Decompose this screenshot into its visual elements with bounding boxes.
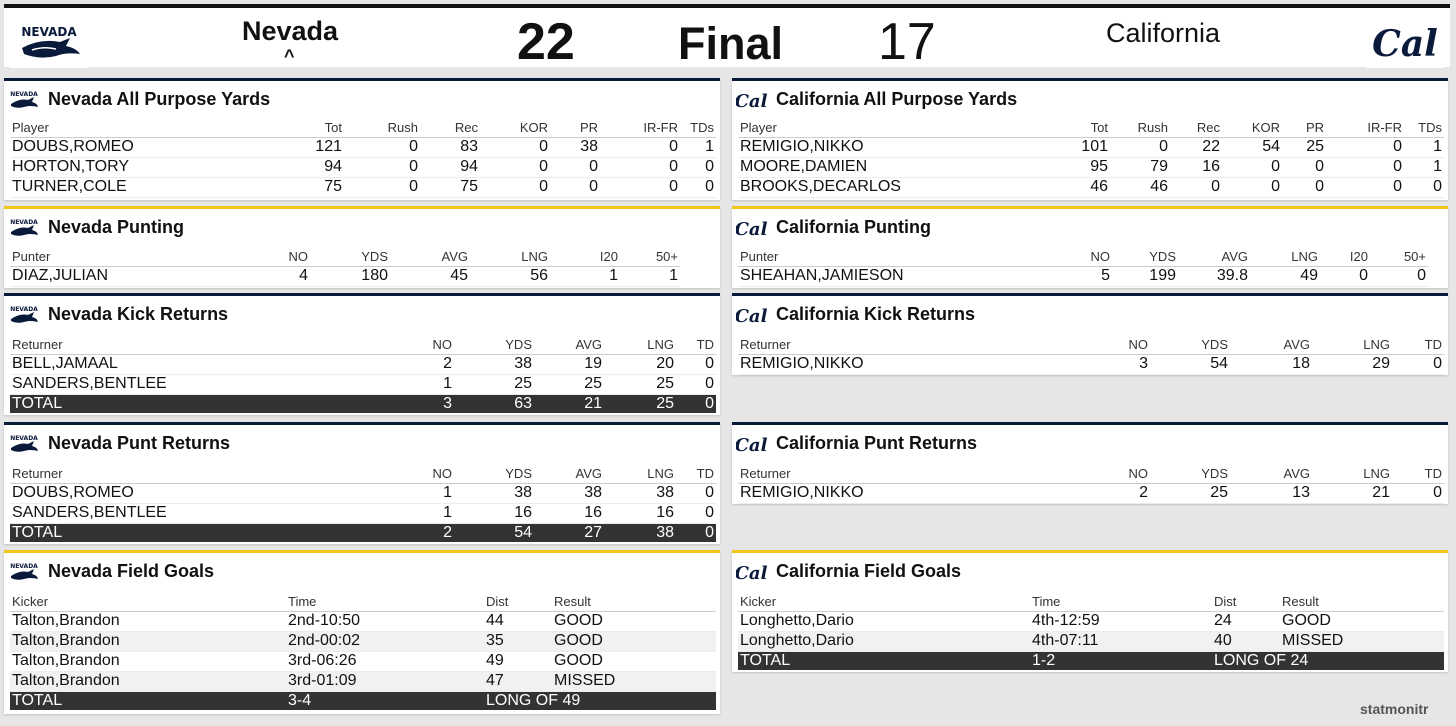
table-row	[738, 266, 1428, 286]
home-team-name[interactable]: Nevada	[242, 16, 339, 46]
stat-cell: 25	[534, 374, 604, 394]
stat-cell: 4th-07:11	[1030, 631, 1212, 651]
stat-cell: 25	[604, 394, 676, 413]
stat-cell: GOOD	[552, 611, 716, 631]
column-header[interactable]: IR-FR	[1326, 119, 1404, 137]
player-name[interactable]: MOORE,DAMIEN	[738, 157, 1028, 177]
cal-mini-logo	[736, 560, 768, 582]
panel-title: California Kick Returns	[776, 303, 976, 324]
player-name[interactable]: TURNER,COLE	[10, 177, 280, 197]
stat-cell: LONG OF 49	[484, 691, 716, 710]
stat-cell: 199	[1112, 266, 1178, 286]
stat-cell: 0	[1222, 157, 1282, 177]
svg-text:NEVADA: NEVADA	[21, 25, 77, 39]
watermark-logo: statmonitr	[1360, 701, 1429, 717]
stat-cell: 0	[600, 177, 680, 197]
panel-title: Nevada Punting	[48, 216, 185, 237]
total-label: TOTAL	[738, 651, 1030, 670]
stat-cell: 1	[1404, 157, 1444, 177]
stat-cell: 24	[1212, 611, 1280, 631]
california-kick-returns-table	[738, 336, 1444, 375]
stat-cell: 0	[550, 157, 600, 177]
column-header[interactable]: LNG	[1312, 336, 1392, 354]
stat-cell: 1	[680, 137, 716, 157]
cal-mini-logo	[736, 88, 768, 110]
stat-cell: 0	[1404, 177, 1444, 197]
stat-cell: 0	[1282, 157, 1326, 177]
nevada-mini-logo	[8, 216, 40, 238]
column-header[interactable]: TDs	[680, 119, 716, 137]
stat-cell: 18	[1230, 354, 1312, 374]
stat-cell: 3-4	[286, 691, 484, 710]
column-header[interactable]: Returner	[10, 465, 390, 483]
column-header[interactable]: Result	[1280, 593, 1444, 611]
stat-cell: 1	[620, 266, 680, 286]
stat-cell: 63	[454, 394, 534, 413]
table-header-row	[738, 336, 1444, 354]
table-row	[10, 651, 716, 671]
column-header[interactable]: TD	[676, 465, 716, 483]
svg-text:Cal: Cal	[736, 306, 768, 325]
column-header[interactable]: TDs	[1404, 119, 1444, 137]
panel-title: Nevada All Purpose Yards	[48, 88, 271, 109]
nevada-punt-returns-table	[10, 465, 716, 542]
panel-title: California All Purpose Yards	[776, 88, 1018, 109]
stat-cell: 20	[604, 354, 676, 374]
total-row	[738, 651, 1444, 670]
table-row	[10, 354, 716, 374]
table-row	[10, 374, 716, 394]
cal-mini-logo	[736, 303, 768, 325]
column-header[interactable]: Player	[738, 119, 1028, 137]
stat-cell: 0	[1392, 354, 1444, 374]
stat-cell: 0	[680, 177, 716, 197]
stat-cell: 21	[534, 394, 604, 413]
table-row	[10, 266, 680, 286]
stat-cell: 0	[1326, 177, 1404, 197]
stat-cell: 3rd-06:26	[286, 651, 484, 671]
column-header[interactable]: AVG	[1230, 336, 1312, 354]
stat-cell: 2nd-10:50	[286, 611, 484, 631]
player-name[interactable]: BROOKS,DECARLOS	[738, 177, 1028, 197]
stat-cell: 94	[420, 157, 480, 177]
table-row	[738, 483, 1444, 503]
stat-cell: 0	[480, 177, 550, 197]
column-header[interactable]: YDS	[1112, 248, 1178, 266]
player-name[interactable]: SANDERS,BENTLEE	[10, 374, 390, 394]
stat-cell: 0	[1370, 266, 1428, 286]
stat-cell: 54	[1150, 354, 1230, 374]
stat-cell: 35	[484, 631, 552, 651]
stat-cell: 83	[420, 137, 480, 157]
stat-cell: 94	[280, 157, 344, 177]
stat-cell: 25	[604, 374, 676, 394]
california-field-goals-panel	[732, 550, 1448, 672]
stat-cell: 0	[600, 157, 680, 177]
stat-cell: 25	[454, 374, 534, 394]
cal-mini-logo	[736, 432, 768, 454]
player-name[interactable]: DOUBS,ROMEO	[10, 483, 390, 503]
stat-cell: 38	[454, 354, 534, 374]
column-header[interactable]: 50+	[1370, 248, 1428, 266]
table-row	[10, 671, 716, 691]
stat-cell: GOOD	[552, 651, 716, 671]
stat-cell: 2	[390, 354, 454, 374]
column-header[interactable]: Tot	[280, 119, 344, 137]
stat-cell: 21	[1312, 483, 1392, 503]
stat-cell: LONG OF 24	[1212, 651, 1444, 670]
stat-cell: 0	[1170, 177, 1222, 197]
stat-cell: 0	[344, 177, 420, 197]
column-header[interactable]: Returner	[738, 336, 1078, 354]
stat-cell: 16	[454, 503, 534, 523]
svg-text:NEVADA: NEVADA	[10, 91, 38, 98]
column-header[interactable]: Tot	[1028, 119, 1110, 137]
svg-text:Cal: Cal	[1372, 23, 1438, 65]
panel-title: California Punt Returns	[776, 432, 978, 453]
stat-cell: 19	[534, 354, 604, 374]
nevada-mini-logo	[8, 560, 40, 582]
table-header-row	[738, 119, 1444, 137]
stat-cell: 44	[484, 611, 552, 631]
scoreboard-header	[4, 4, 1450, 71]
stat-cell: 75	[420, 177, 480, 197]
away-score: 17	[878, 13, 936, 71]
stat-cell: MISSED	[552, 671, 716, 691]
california-punting-panel	[732, 206, 1448, 288]
total-label: TOTAL	[10, 394, 390, 413]
stat-cell: 0	[600, 137, 680, 157]
player-name[interactable]: HORTON,TORY	[10, 157, 280, 177]
stat-cell: 46	[1028, 177, 1110, 197]
game-status: Final	[678, 18, 784, 69]
column-header[interactable]: Rec	[420, 119, 480, 137]
nevada-mini-logo	[8, 303, 40, 325]
stat-cell: 4th-12:59	[1030, 611, 1212, 631]
away-team-name[interactable]: California	[1106, 18, 1221, 48]
svg-text:NEVADA: NEVADA	[10, 435, 38, 442]
nevada-apy-panel	[4, 78, 720, 200]
stat-cell: 22	[1170, 137, 1222, 157]
column-header[interactable]: AVG	[534, 336, 604, 354]
stat-cell: 0	[1392, 483, 1444, 503]
player-name[interactable]: DOUBS,ROMEO	[10, 137, 280, 157]
column-header[interactable]: Rush	[1110, 119, 1170, 137]
stat-cell: 0	[676, 523, 716, 542]
stat-cell: 56	[470, 266, 550, 286]
table-row	[738, 137, 1444, 157]
stat-cell: 16	[534, 503, 604, 523]
column-header[interactable]: Kicker	[10, 593, 286, 611]
column-header[interactable]: YDS	[1150, 465, 1230, 483]
column-header[interactable]: Time	[1030, 593, 1212, 611]
california-punt-returns-panel	[732, 422, 1448, 504]
stat-cell: 38	[604, 483, 676, 503]
nevada-logo	[10, 14, 88, 68]
stat-cell: 13	[1230, 483, 1312, 503]
column-header[interactable]: NO	[390, 465, 454, 483]
chevron-up-icon[interactable]: ^	[284, 46, 295, 66]
svg-text:Cal: Cal	[736, 435, 768, 454]
column-header[interactable]: NO	[1068, 248, 1112, 266]
stat-cell: 49	[484, 651, 552, 671]
stat-cell: 38	[454, 483, 534, 503]
stat-cell: 0	[1320, 266, 1370, 286]
column-header[interactable]: Punter	[738, 248, 1068, 266]
panel-title: Nevada Kick Returns	[48, 303, 229, 324]
column-header[interactable]: PR	[1282, 119, 1326, 137]
total-row	[10, 691, 716, 710]
total-label: TOTAL	[10, 523, 390, 542]
stat-cell: 0	[1110, 137, 1170, 157]
stat-cell: GOOD	[1280, 611, 1444, 631]
panel-title: California Field Goals	[776, 560, 962, 581]
stat-cell: 1-2	[1030, 651, 1212, 670]
california-punting-table	[738, 248, 1428, 287]
stat-cell: 25	[1150, 483, 1230, 503]
column-header[interactable]: LNG	[470, 248, 550, 266]
stat-cell: 0	[344, 157, 420, 177]
svg-text:NEVADA: NEVADA	[10, 563, 38, 570]
stat-cell: 1	[390, 374, 454, 394]
table-header-row	[10, 593, 716, 611]
player-name[interactable]: Talton,Brandon	[10, 671, 286, 691]
column-header[interactable]: AVG	[1178, 248, 1250, 266]
stat-cell: 16	[1170, 157, 1222, 177]
stat-cell: 2	[390, 523, 454, 542]
stat-cell: 121	[280, 137, 344, 157]
column-header[interactable]: LNG	[604, 465, 676, 483]
stat-cell: 38	[604, 523, 676, 542]
nevada-punting-panel	[4, 206, 720, 288]
stat-cell: 16	[604, 503, 676, 523]
player-name[interactable]: SHEAHAN,JAMIESON	[738, 266, 1068, 286]
stat-cell: 38	[550, 137, 600, 157]
player-name[interactable]: DIAZ,JULIAN	[10, 266, 260, 286]
california-kick-returns-panel	[732, 293, 1448, 375]
table-row	[738, 354, 1444, 374]
total-row	[10, 523, 716, 542]
stat-cell: 4	[260, 266, 310, 286]
stat-cell: 0	[344, 137, 420, 157]
column-header[interactable]: AVG	[534, 465, 604, 483]
stat-cell: 0	[480, 157, 550, 177]
stat-cell: 0	[676, 394, 716, 413]
player-name[interactable]: Longhetto,Dario	[738, 611, 1030, 631]
player-name[interactable]: Talton,Brandon	[10, 651, 286, 671]
nevada-apy-table	[10, 119, 716, 198]
stat-cell: 0	[676, 354, 716, 374]
stat-cell: 45	[390, 266, 470, 286]
stat-cell: 0	[676, 374, 716, 394]
table-row	[10, 137, 716, 157]
stat-cell: 0	[676, 503, 716, 523]
stat-cell: 0	[480, 137, 550, 157]
column-header[interactable]: NO	[390, 336, 454, 354]
total-label: TOTAL	[10, 691, 286, 710]
column-header[interactable]: YDS	[454, 465, 534, 483]
table-row	[738, 157, 1444, 177]
stat-cell: GOOD	[552, 631, 716, 651]
stat-cell: 3	[1078, 354, 1150, 374]
stat-cell: 29	[1312, 354, 1392, 374]
stat-cell: 3rd-01:09	[286, 671, 484, 691]
table-header-row	[10, 119, 716, 137]
stat-cell: 1	[390, 503, 454, 523]
column-header[interactable]: YDS	[310, 248, 390, 266]
svg-text:Cal: Cal	[736, 219, 768, 238]
stat-cell: 39.8	[1178, 266, 1250, 286]
nevada-mini-logo	[8, 432, 40, 454]
california-field-goals-table	[738, 593, 1444, 670]
column-header[interactable]: Returner	[10, 336, 390, 354]
stat-cell: 1	[390, 483, 454, 503]
column-header[interactable]: I20	[1320, 248, 1370, 266]
column-header[interactable]: YDS	[454, 336, 534, 354]
column-header[interactable]: AVG	[1230, 465, 1312, 483]
stat-cell: 40	[1212, 631, 1280, 651]
table-header-row	[10, 465, 716, 483]
california-punt-returns-table	[738, 465, 1444, 504]
column-header[interactable]: Returner	[738, 465, 1078, 483]
nevada-kick-returns-table	[10, 336, 716, 413]
column-header[interactable]: TD	[1392, 465, 1444, 483]
player-name[interactable]: REMIGIO,NIKKO	[738, 137, 1028, 157]
stat-cell: 46	[1110, 177, 1170, 197]
stat-cell: 54	[454, 523, 534, 542]
column-header[interactable]: PR	[550, 119, 600, 137]
table-header-row	[10, 248, 680, 266]
stat-cell: 3	[390, 394, 454, 413]
stat-cell: 38	[534, 483, 604, 503]
stat-cell: 1	[550, 266, 620, 286]
column-header[interactable]: Dist	[1212, 593, 1280, 611]
column-header[interactable]: Result	[552, 593, 716, 611]
stat-cell: 25	[1282, 137, 1326, 157]
column-header[interactable]: I20	[550, 248, 620, 266]
table-header-row	[738, 593, 1444, 611]
panel-title: California Punting	[776, 216, 931, 237]
california-apy-panel	[732, 78, 1448, 200]
svg-text:NEVADA: NEVADA	[10, 306, 38, 313]
california-apy-table	[738, 119, 1444, 198]
player-name[interactable]: Talton,Brandon	[10, 611, 286, 631]
stat-cell: 0	[1222, 177, 1282, 197]
column-header[interactable]: KOR	[480, 119, 550, 137]
stat-cell: 49	[1250, 266, 1320, 286]
table-row	[10, 483, 716, 503]
home-score: 22	[517, 13, 575, 71]
nevada-field-goals-panel	[4, 550, 720, 714]
nevada-field-goals-table	[10, 593, 716, 710]
column-header[interactable]: Rush	[344, 119, 420, 137]
column-header[interactable]: YDS	[1150, 336, 1230, 354]
player-name[interactable]: Talton,Brandon	[10, 631, 286, 651]
cal-logo	[1366, 14, 1444, 68]
stat-cell: 79	[1110, 157, 1170, 177]
column-header[interactable]: AVG	[390, 248, 470, 266]
column-header[interactable]: TD	[676, 336, 716, 354]
table-row	[10, 611, 716, 631]
table-row	[10, 157, 716, 177]
column-header[interactable]: KOR	[1222, 119, 1282, 137]
player-name[interactable]: REMIGIO,NIKKO	[738, 483, 1078, 503]
column-header[interactable]: LNG	[604, 336, 676, 354]
column-header[interactable]: Rec	[1170, 119, 1222, 137]
column-header[interactable]: TD	[1392, 336, 1444, 354]
column-header[interactable]: LNG	[1250, 248, 1320, 266]
stat-cell: 0	[680, 157, 716, 177]
column-header[interactable]: 50+	[620, 248, 680, 266]
column-header[interactable]: Kicker	[738, 593, 1030, 611]
nevada-mini-logo	[8, 88, 40, 110]
cal-mini-logo	[736, 216, 768, 238]
player-name[interactable]: BELL,JAMAAL	[10, 354, 390, 374]
panel-title: Nevada Punt Returns	[48, 432, 231, 453]
stat-cell: 0	[1282, 177, 1326, 197]
table-header-row	[10, 336, 716, 354]
table-row	[10, 177, 716, 197]
column-header[interactable]: IR-FR	[600, 119, 680, 137]
stat-cell: 101	[1028, 137, 1110, 157]
column-header[interactable]: LNG	[1312, 465, 1392, 483]
stat-cell: 47	[484, 671, 552, 691]
stat-cell: 75	[280, 177, 344, 197]
svg-text:NEVADA: NEVADA	[10, 219, 38, 226]
stat-cell: MISSED	[1280, 631, 1444, 651]
stat-cell: 0	[1326, 157, 1404, 177]
stat-cell: 180	[310, 266, 390, 286]
table-header-row	[738, 248, 1428, 266]
stat-cell: 54	[1222, 137, 1282, 157]
stat-cell: 0	[550, 177, 600, 197]
table-row	[738, 631, 1444, 651]
table-row	[10, 503, 716, 523]
column-header[interactable]: NO	[1078, 465, 1150, 483]
column-header[interactable]: Dist	[484, 593, 552, 611]
column-header[interactable]: NO	[1078, 336, 1150, 354]
nevada-kick-returns-panel	[4, 293, 720, 415]
player-name[interactable]: REMIGIO,NIKKO	[738, 354, 1078, 374]
column-header[interactable]: NO	[260, 248, 310, 266]
panel-title: Nevada Field Goals	[48, 560, 215, 581]
svg-text:Cal: Cal	[736, 91, 768, 110]
stat-cell: 5	[1068, 266, 1112, 286]
column-header[interactable]: Punter	[10, 248, 260, 266]
column-header[interactable]: Player	[10, 119, 280, 137]
stat-cell: 2	[1078, 483, 1150, 503]
stat-cell: 95	[1028, 157, 1110, 177]
stat-cell: 2nd-00:02	[286, 631, 484, 651]
stat-cell: 0	[1326, 137, 1404, 157]
table-row	[738, 177, 1444, 197]
player-name[interactable]: SANDERS,BENTLEE	[10, 503, 390, 523]
table-row	[10, 631, 716, 651]
player-name[interactable]: Longhetto,Dario	[738, 631, 1030, 651]
nevada-punt-returns-panel	[4, 422, 720, 544]
table-header-row	[738, 465, 1444, 483]
table-row	[738, 611, 1444, 631]
stat-cell: 1	[1404, 137, 1444, 157]
column-header[interactable]: Time	[286, 593, 484, 611]
stat-cell: 0	[676, 483, 716, 503]
svg-text:Cal: Cal	[736, 563, 768, 582]
stat-cell: 27	[534, 523, 604, 542]
total-row	[10, 394, 716, 413]
nevada-punting-table	[10, 248, 680, 287]
